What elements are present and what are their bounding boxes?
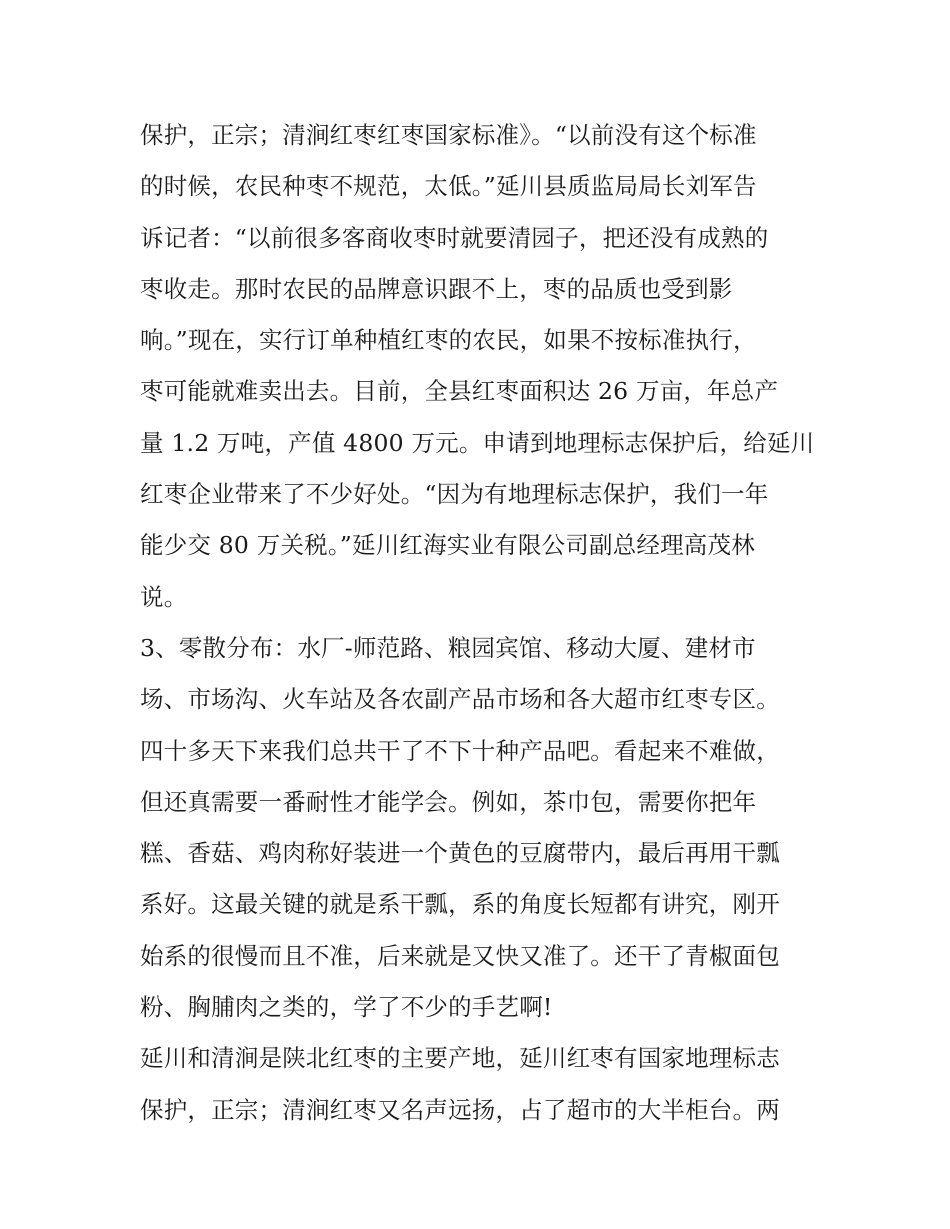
text-line: 枣可能就难卖出去。目前，全县红枣面积达 26 万亩，年总产: [140, 377, 779, 406]
text-line: 系好。这最关键的就是系干瓢，系的角度长短都有讲究，刚开: [140, 890, 780, 919]
body-text: [140, 110, 820, 1136]
text-line: 场、市场沟、火车站及各农副产品市场和各大超市红枣专区。: [140, 685, 780, 714]
text-line: 保护，正宗；清涧红枣红枣国家标准》。“以前没有这个标准: [140, 121, 757, 149]
text-line: 糕、香菇、鸡肉称好装进一个黄色的豆腐带内，最后再用干瓢: [140, 839, 780, 868]
text-line: 响。”现在，实行订单种植红枣的农民，如果不按标准执行，: [140, 326, 757, 355]
text-line: 始系的很慢而且不准，后来就是又快又准了。还干了青椒面包: [140, 941, 780, 970]
text-line: 诉记者：“以前很多客商收枣时就要清园子，把还没有成熟的: [140, 223, 769, 252]
text-line: 量 1.2 万吨，产值 4800 万元。申请到地理标志保护后，给延川: [140, 428, 815, 457]
text-line: 能少交 80 万关税。”延川红海实业有限公司副总经理高茂林: [140, 531, 755, 560]
text-line: 延川和清涧是陕北红枣的主要产地，延川红枣有国家地理标志: [140, 1044, 780, 1073]
text-line: 保护，正宗；清涧红枣又名声远扬，占了超市的大半柜台。两: [140, 1095, 780, 1124]
text-line: 说。: [140, 582, 188, 611]
text-line: 但还真需要一番耐性才能学会。例如，茶巾包，需要你把年: [140, 787, 757, 816]
text-line: 粉、胸脯肉之类的，学了不少的手艺啊!: [140, 993, 553, 1022]
text-line: 的时候，农民种枣不规范，太低。”延川县质监局局长刘军告: [140, 172, 757, 201]
text-line: 红枣企业带来了不少好处。“因为有地理标志保护，我们一年: [140, 480, 769, 509]
text-line: 四十多天下来我们总共干了不下十种产品吧。看起来不难做，: [140, 736, 780, 765]
text-line: 3、零散分布：水厂-师范路、粮园宾馆、移动大厦、建材市: [140, 633, 756, 662]
text-line: 枣收走。那时农民的品牌意识跟不上，枣的品质也受到影: [140, 274, 733, 303]
